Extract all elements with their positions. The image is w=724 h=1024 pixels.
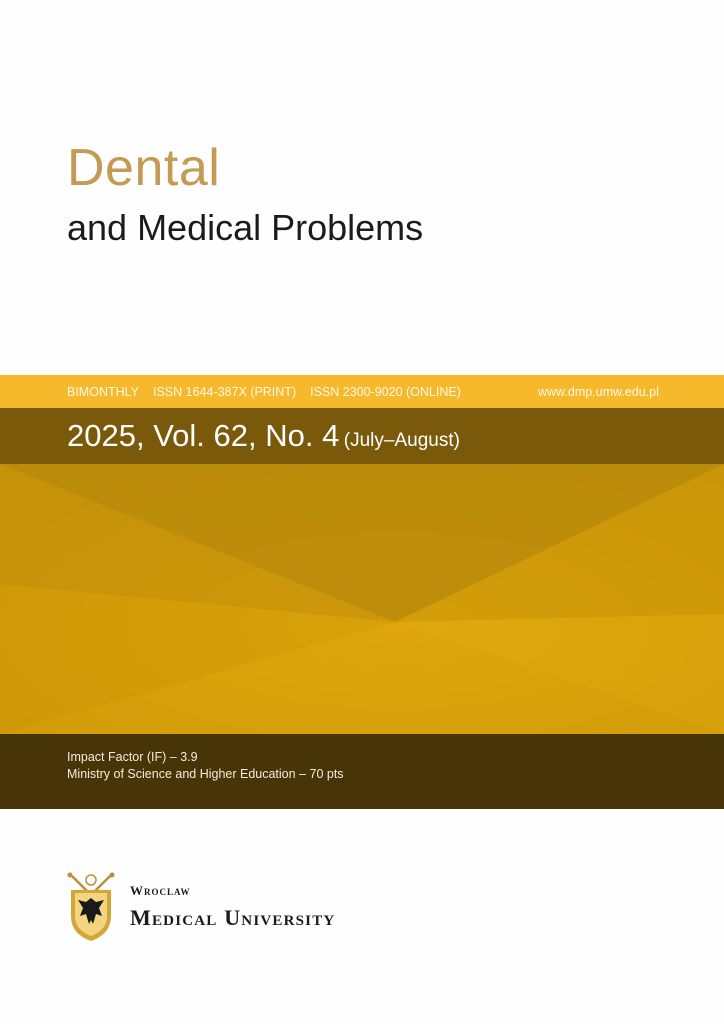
issn-print: ISSN 1644-387X (PRINT)	[153, 384, 297, 399]
journal-title-main: Dental	[67, 139, 221, 197]
issue-volume: 2025, Vol. 62, No. 4	[67, 418, 340, 453]
metrics-band	[0, 734, 724, 809]
info-band	[0, 375, 724, 408]
publisher-line2: Medical University	[130, 905, 336, 930]
geometric-pattern	[0, 464, 724, 734]
journal-title-sub: and Medical Problems	[67, 207, 424, 248]
publisher-line1: Wroclaw	[130, 883, 191, 898]
impact-factor: Impact Factor (IF) – 3.9	[67, 750, 198, 764]
issue-band	[0, 408, 724, 464]
website-link[interactable]: www.dmp.umw.edu.pl	[538, 384, 659, 399]
issn-online: ISSN 2300-9020 (ONLINE)	[310, 384, 461, 399]
frequency-label: BIMONTHLY	[67, 384, 139, 399]
cover-artwork	[0, 464, 724, 734]
university-crest-icon	[66, 872, 116, 942]
issue-period: (July–August)	[343, 430, 460, 451]
ministry-points: Ministry of Science and Higher Education – 70 pts	[67, 767, 344, 781]
publisher-logo	[66, 872, 335, 942]
journal-title-block	[67, 138, 423, 250]
